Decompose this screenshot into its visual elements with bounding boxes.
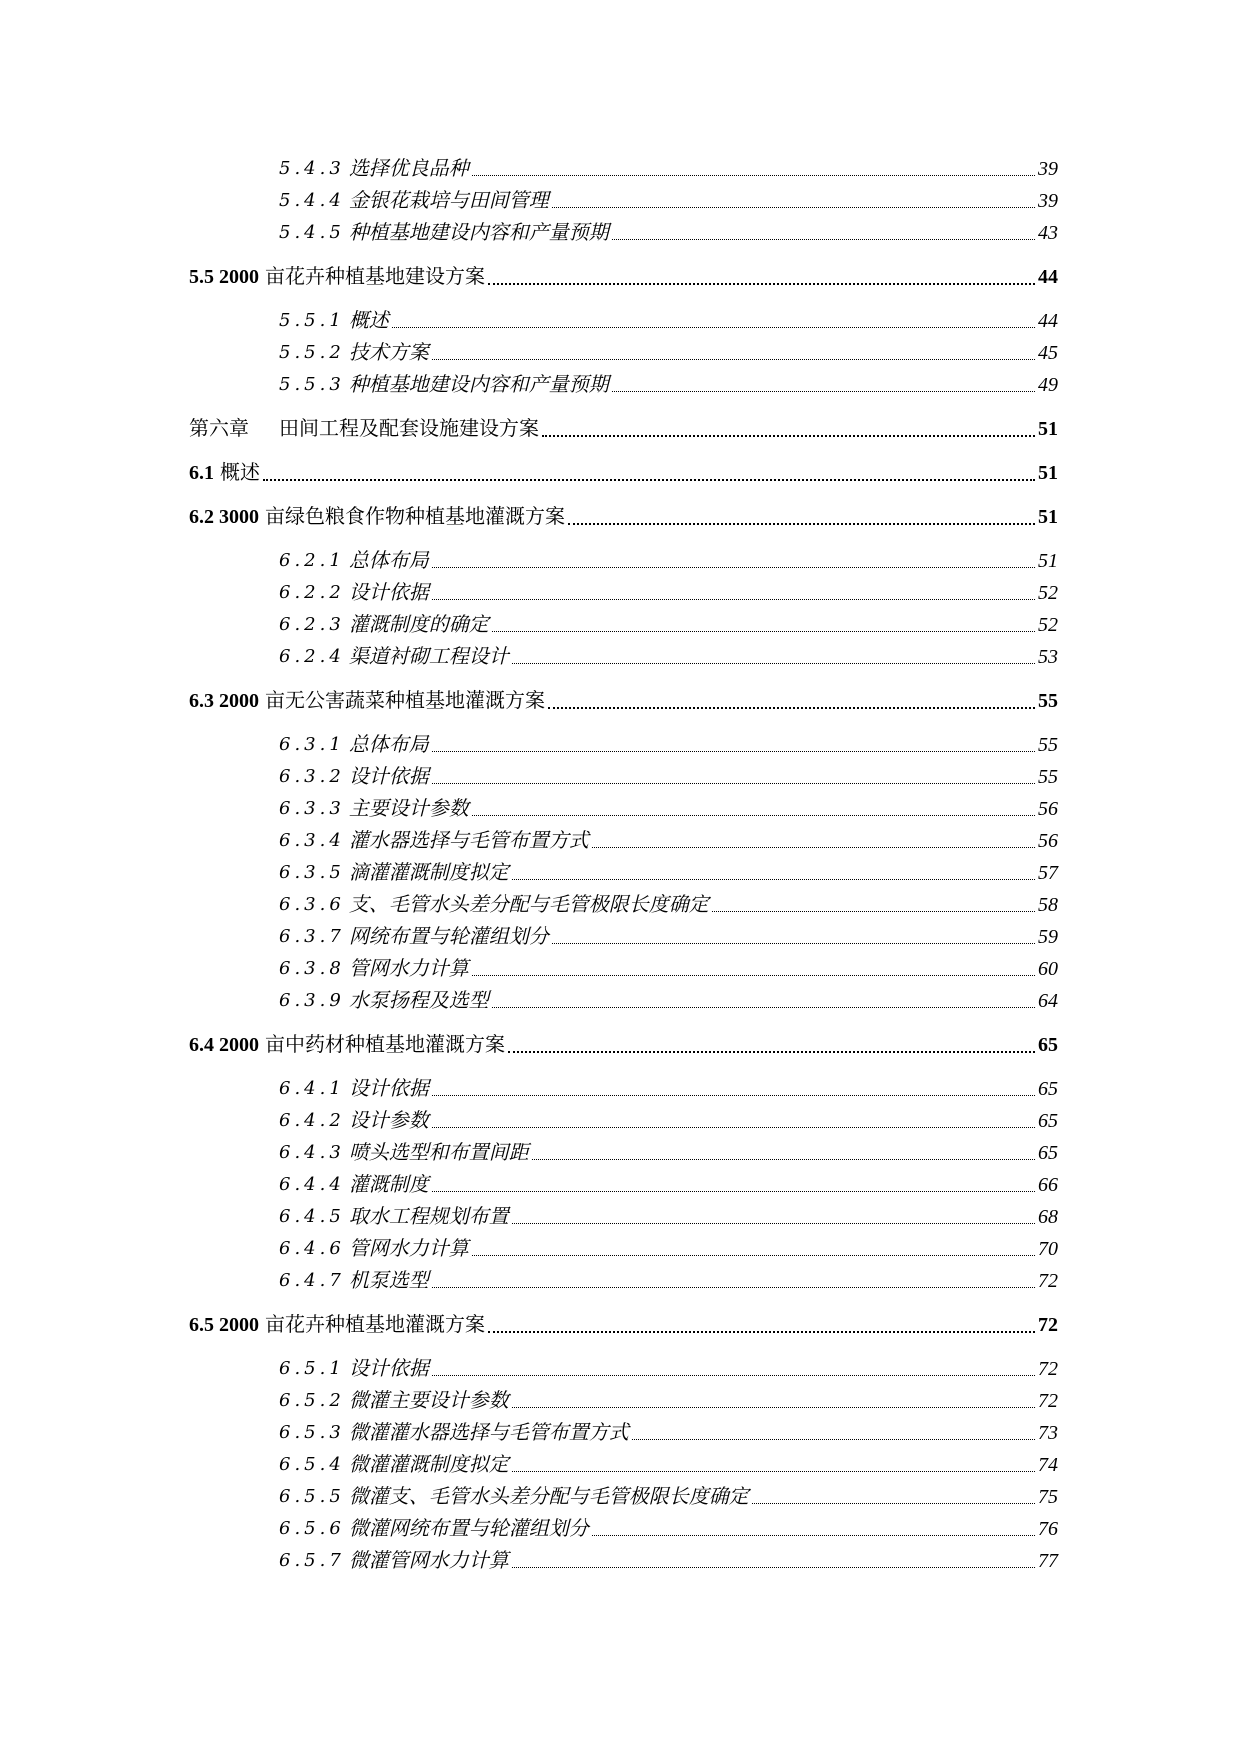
- toc-dot-leader: [632, 1439, 1035, 1440]
- toc-entry-number: 5.5.3: [279, 374, 345, 395]
- toc-dot-leader: [592, 1535, 1035, 1536]
- toc-subsection-entry: [189, 545, 1058, 577]
- toc-page-number: 65: [1038, 1078, 1058, 1100]
- toc-entry-number: 6.3.4: [279, 830, 345, 851]
- toc-entry-number: 6.2 3000: [189, 506, 259, 528]
- toc-entry-heading: [279, 761, 429, 793]
- toc-entry-title: 喷头选型和布置间距: [348, 1142, 529, 1164]
- toc-entry-title: 设计依据: [348, 582, 429, 604]
- toc-subsection-entry: [189, 641, 1058, 673]
- toc-entry-title: 滴灌灌溉制度拟定: [348, 862, 509, 884]
- toc-entry-number: 6.5.1: [279, 1358, 345, 1379]
- table-of-contents: [189, 153, 1058, 1577]
- toc-entry-title: 总体布局: [348, 734, 429, 756]
- toc-dot-leader: [432, 1127, 1035, 1128]
- toc-entry-number: 5.5.1: [279, 310, 345, 331]
- toc-entry-title: 技术方案: [348, 342, 429, 364]
- toc-entry-heading: [279, 153, 469, 185]
- toc-entry-number: 5.4.5: [279, 222, 345, 243]
- toc-entry-title: 管网水力计算: [348, 958, 469, 980]
- toc-subsection-entry: [189, 1169, 1058, 1201]
- toc-subsection-entry: [189, 889, 1058, 921]
- toc-entry-number: 6.1: [189, 462, 214, 484]
- toc-entry-title: 设计依据: [348, 766, 429, 788]
- toc-entry-number: 6.3 2000: [189, 690, 259, 712]
- toc-page-number: 51: [1038, 462, 1058, 484]
- toc-subsection-entry: [189, 185, 1058, 217]
- toc-dot-leader: [432, 1375, 1035, 1376]
- toc-page-number: 51: [1038, 550, 1058, 572]
- toc-page-number: 49: [1038, 374, 1058, 396]
- toc-entry-heading: [279, 305, 389, 337]
- toc-subsection-entry: [189, 217, 1058, 249]
- toc-entry-number: 6.5.3: [279, 1422, 345, 1443]
- toc-entry-number: 6.5.4: [279, 1454, 345, 1475]
- toc-subsection-entry: [189, 1073, 1058, 1105]
- toc-subsection-entry: [189, 1353, 1058, 1385]
- toc-page-number: 39: [1038, 158, 1058, 180]
- toc-page-number: 65: [1038, 1110, 1058, 1132]
- toc-dot-leader: [612, 239, 1035, 240]
- toc-entry-heading: [279, 1137, 529, 1169]
- toc-entry-title: 设计依据: [348, 1358, 429, 1380]
- toc-subsection-entry: [189, 153, 1058, 185]
- toc-entry-heading: [189, 1309, 485, 1341]
- toc-section-entry: [189, 457, 1058, 489]
- toc-page-number: 53: [1038, 646, 1058, 668]
- toc-dot-leader: [392, 327, 1035, 328]
- toc-subsection-entry: [189, 609, 1058, 641]
- toc-subsection-entry: [189, 1513, 1058, 1545]
- toc-page-number: 72: [1038, 1270, 1058, 1292]
- toc-subsection-entry: [189, 1481, 1058, 1513]
- toc-entry-title: 渠道衬砌工程设计: [348, 646, 509, 668]
- toc-dot-leader: [432, 567, 1035, 568]
- toc-entry-heading: [279, 857, 509, 889]
- toc-entry-number: 6.3.7: [279, 926, 345, 947]
- toc-entry-number: 6.4 2000: [189, 1034, 259, 1056]
- toc-entry-number: 6.3.3: [279, 798, 345, 819]
- toc-entry-number: 6.4.7: [279, 1270, 345, 1291]
- toc-subsection-entry: [189, 985, 1058, 1017]
- toc-entry-heading: [279, 1201, 509, 1233]
- toc-entry-number: 6.4.6: [279, 1238, 345, 1259]
- toc-section-entry: [189, 261, 1058, 293]
- toc-page-number: 44: [1038, 266, 1058, 288]
- toc-entry-number: 6.2.1: [279, 550, 345, 571]
- toc-page-number: 57: [1038, 862, 1058, 884]
- toc-subsection-entry: [189, 337, 1058, 369]
- toc-entry-number: 5.5.2: [279, 342, 345, 363]
- toc-entry-number: 6.4.2: [279, 1110, 345, 1131]
- toc-entry-heading: [279, 921, 549, 953]
- toc-entry-heading: [279, 1353, 429, 1385]
- toc-dot-leader: [472, 175, 1035, 176]
- toc-page-number: 55: [1038, 690, 1058, 712]
- toc-entry-title: 管网水力计算: [348, 1238, 469, 1260]
- toc-section-entry: [189, 501, 1058, 533]
- toc-subsection-entry: [189, 793, 1058, 825]
- toc-dot-leader: [568, 523, 1035, 525]
- toc-entry-number: 6.3.8: [279, 958, 345, 979]
- toc-entry-heading: [279, 369, 609, 401]
- toc-subsection-entry: [189, 921, 1058, 953]
- toc-entry-heading: [189, 501, 565, 533]
- toc-page-number: 66: [1038, 1174, 1058, 1196]
- toc-subsection-entry: [189, 1201, 1058, 1233]
- toc-entry-heading: [279, 1105, 429, 1137]
- toc-entry-number: 6.5.6: [279, 1518, 345, 1539]
- toc-dot-leader: [542, 435, 1035, 437]
- toc-dot-leader: [263, 479, 1035, 481]
- toc-subsection-entry: [189, 761, 1058, 793]
- toc-entry-heading: [279, 577, 429, 609]
- toc-page-number: 59: [1038, 926, 1058, 948]
- toc-dot-leader: [552, 943, 1035, 944]
- toc-entry-heading: [279, 985, 489, 1017]
- toc-page-number: 76: [1038, 1518, 1058, 1540]
- toc-section-entry: [189, 685, 1058, 717]
- toc-page-number: 52: [1038, 614, 1058, 636]
- toc-page-number: 56: [1038, 798, 1058, 820]
- toc-entry-title: 微灌灌溉制度拟定: [348, 1454, 509, 1476]
- toc-entry-title: 设计参数: [348, 1110, 429, 1132]
- toc-dot-leader: [532, 1159, 1035, 1160]
- toc-page-number: 68: [1038, 1206, 1058, 1228]
- toc-page-number: 45: [1038, 342, 1058, 364]
- toc-dot-leader: [472, 815, 1035, 816]
- toc-entry-heading: [189, 261, 485, 293]
- toc-subsection-entry: [189, 1137, 1058, 1169]
- toc-subsection-entry: [189, 1105, 1058, 1137]
- toc-entry-title: 微灌主要设计参数: [348, 1390, 509, 1412]
- toc-entry-number: 6.5.5: [279, 1486, 345, 1507]
- toc-entry-title: 微灌管网水力计算: [348, 1550, 509, 1572]
- toc-entry-title: 亩中药材种植基地灌溉方案: [265, 1034, 505, 1056]
- toc-entry-heading: [279, 641, 509, 673]
- toc-subsection-entry: [189, 1385, 1058, 1417]
- toc-entry-title: 水泵扬程及选型: [348, 990, 489, 1012]
- toc-dot-leader: [488, 1331, 1035, 1333]
- toc-entry-number: 5.4.4: [279, 190, 345, 211]
- toc-dot-leader: [472, 975, 1035, 976]
- toc-subsection-entry: [189, 1545, 1058, 1577]
- toc-page-number: 65: [1038, 1034, 1058, 1056]
- toc-dot-leader: [552, 207, 1035, 208]
- toc-entry-title: 选择优良品种: [348, 158, 469, 180]
- toc-dot-leader: [512, 1471, 1035, 1472]
- toc-entry-title: 微灌灌水器选择与毛管布置方式: [348, 1422, 629, 1444]
- toc-subsection-entry: [189, 577, 1058, 609]
- toc-page-number: 56: [1038, 830, 1058, 852]
- toc-entry-number: 6.3.9: [279, 990, 345, 1011]
- toc-dot-leader: [432, 599, 1035, 600]
- toc-entry-heading: [279, 1481, 749, 1513]
- toc-dot-leader: [488, 283, 1035, 285]
- toc-dot-leader: [512, 1407, 1035, 1408]
- toc-entry-title: 亩无公害蔬菜种植基地灌溉方案: [265, 690, 545, 712]
- toc-entry-number: 6.5 2000: [189, 1314, 259, 1336]
- toc-dot-leader: [432, 1287, 1035, 1288]
- toc-chapter-entry: [189, 413, 1058, 445]
- toc-entry-heading: [279, 185, 549, 217]
- toc-entry-title: 田间工程及配套设施建设方案: [279, 418, 539, 440]
- toc-entry-heading: [189, 685, 545, 717]
- toc-entry-title: 微灌网统布置与轮灌组划分: [348, 1518, 589, 1540]
- toc-entry-heading: [279, 545, 429, 577]
- toc-entry-title: 概述: [348, 310, 389, 332]
- toc-entry-number: 6.4.1: [279, 1078, 345, 1099]
- toc-page-number: 43: [1038, 222, 1058, 244]
- toc-dot-leader: [512, 1223, 1035, 1224]
- toc-subsection-entry: [189, 729, 1058, 761]
- toc-entry-heading: [279, 825, 589, 857]
- toc-entry-heading: [279, 337, 429, 369]
- toc-entry-title: 主要设计参数: [348, 798, 469, 820]
- toc-entry-title: 微灌支、毛管水头差分配与毛管极限长度确定: [348, 1486, 749, 1508]
- toc-entry-number: 第六章: [189, 418, 249, 440]
- toc-entry-heading: [189, 413, 539, 445]
- toc-entry-title: 种植基地建设内容和产量预期: [348, 222, 609, 244]
- toc-entry-heading: [279, 953, 469, 985]
- toc-page-number: 51: [1038, 418, 1058, 440]
- toc-dot-leader: [512, 663, 1035, 664]
- toc-entry-heading: [279, 793, 469, 825]
- toc-entry-title: 灌溉制度的确定: [348, 614, 489, 636]
- toc-entry-number: 6.3.5: [279, 862, 345, 883]
- toc-entry-heading: [279, 217, 609, 249]
- toc-dot-leader: [492, 1007, 1035, 1008]
- toc-page-number: 55: [1038, 766, 1058, 788]
- toc-dot-leader: [612, 391, 1035, 392]
- toc-page-number: 70: [1038, 1238, 1058, 1260]
- toc-dot-leader: [432, 359, 1035, 360]
- toc-dot-leader: [592, 847, 1035, 848]
- toc-entry-number: 6.3.6: [279, 894, 345, 915]
- toc-entry-title: 种植基地建设内容和产量预期: [348, 374, 609, 396]
- toc-dot-leader: [432, 751, 1035, 752]
- toc-page-number: 72: [1038, 1314, 1058, 1336]
- toc-dot-leader: [512, 1567, 1035, 1568]
- toc-dot-leader: [432, 1095, 1035, 1096]
- toc-entry-title: 灌水器选择与毛管布置方式: [348, 830, 589, 852]
- toc-page-number: 77: [1038, 1550, 1058, 1572]
- toc-page-number: 55: [1038, 734, 1058, 756]
- toc-subsection-entry: [189, 369, 1058, 401]
- toc-entry-heading: [279, 1073, 429, 1105]
- toc-page-number: 58: [1038, 894, 1058, 916]
- toc-entry-number: 6.2.3: [279, 614, 345, 635]
- toc-subsection-entry: [189, 305, 1058, 337]
- toc-entry-heading: [279, 1545, 509, 1577]
- toc-entry-heading: [279, 1233, 469, 1265]
- toc-page-number: 39: [1038, 190, 1058, 212]
- toc-entry-number: 5.4.3: [279, 158, 345, 179]
- toc-page-number: 64: [1038, 990, 1058, 1012]
- toc-subsection-entry: [189, 1265, 1058, 1297]
- toc-dot-leader: [508, 1051, 1035, 1053]
- toc-entry-heading: [279, 729, 429, 761]
- toc-subsection-entry: [189, 857, 1058, 889]
- toc-entry-number: 6.3.2: [279, 766, 345, 787]
- toc-page-number: 73: [1038, 1422, 1058, 1444]
- toc-entry-heading: [279, 1513, 589, 1545]
- toc-entry-heading: [189, 1029, 505, 1061]
- toc-entry-title: 总体布局: [348, 550, 429, 572]
- toc-subsection-entry: [189, 953, 1058, 985]
- toc-page-number: 75: [1038, 1486, 1058, 1508]
- toc-dot-leader: [548, 707, 1035, 709]
- toc-entry-title: 金银花栽培与田间管理: [348, 190, 549, 212]
- toc-entry-title: 取水工程规划布置: [348, 1206, 509, 1228]
- toc-entry-heading: [189, 457, 260, 489]
- toc-entry-title: 网统布置与轮灌组划分: [348, 926, 549, 948]
- toc-dot-leader: [432, 1191, 1035, 1192]
- toc-section-entry: [189, 1309, 1058, 1341]
- toc-entry-heading: [279, 889, 709, 921]
- toc-page-number: 44: [1038, 310, 1058, 332]
- toc-dot-leader: [472, 1255, 1035, 1256]
- toc-entry-number: 6.5.2: [279, 1390, 345, 1411]
- toc-entry-heading: [279, 609, 489, 641]
- toc-entry-heading: [279, 1385, 509, 1417]
- toc-dot-leader: [512, 879, 1035, 880]
- toc-entry-title: 亩花卉种植基地建设方案: [265, 266, 485, 288]
- toc-entry-heading: [279, 1449, 509, 1481]
- toc-entry-number: 6.2.4: [279, 646, 345, 667]
- toc-entry-title: 概述: [220, 462, 260, 484]
- toc-page-number: 60: [1038, 958, 1058, 980]
- toc-entry-title: 亩绿色粮食作物种植基地灌溉方案: [265, 506, 565, 528]
- toc-entry-number: 6.3.1: [279, 734, 345, 755]
- toc-subsection-entry: [189, 1449, 1058, 1481]
- toc-entry-heading: [279, 1417, 629, 1449]
- toc-dot-leader: [492, 631, 1035, 632]
- toc-page-number: 65: [1038, 1142, 1058, 1164]
- toc-subsection-entry: [189, 825, 1058, 857]
- toc-entry-number: 6.2.2: [279, 582, 345, 603]
- toc-entry-number: 5.5 2000: [189, 266, 259, 288]
- toc-dot-leader: [752, 1503, 1035, 1504]
- toc-page-number: 74: [1038, 1454, 1058, 1476]
- toc-entry-title: 支、毛管水头差分配与毛管极限长度确定: [348, 894, 709, 916]
- toc-entry-title: 亩花卉种植基地灌溉方案: [265, 1314, 485, 1336]
- toc-dot-leader: [432, 783, 1035, 784]
- toc-entry-number: 6.4.5: [279, 1206, 345, 1227]
- toc-subsection-entry: [189, 1417, 1058, 1449]
- toc-entry-title: 设计依据: [348, 1078, 429, 1100]
- toc-page-number: 72: [1038, 1358, 1058, 1380]
- toc-entry-number: 6.4.4: [279, 1174, 345, 1195]
- toc-entry-title: 灌溉制度: [348, 1174, 429, 1196]
- toc-subsection-entry: [189, 1233, 1058, 1265]
- toc-entry-title: 机泵选型: [348, 1270, 429, 1292]
- toc-entry-number: 6.4.3: [279, 1142, 345, 1163]
- toc-entry-heading: [279, 1169, 429, 1201]
- toc-page-number: 52: [1038, 582, 1058, 604]
- toc-entry-number: 6.5.7: [279, 1550, 345, 1571]
- toc-page-number: 72: [1038, 1390, 1058, 1412]
- toc-page-number: 51: [1038, 506, 1058, 528]
- toc-entry-heading: [279, 1265, 429, 1297]
- toc-dot-leader: [712, 911, 1035, 912]
- toc-section-entry: [189, 1029, 1058, 1061]
